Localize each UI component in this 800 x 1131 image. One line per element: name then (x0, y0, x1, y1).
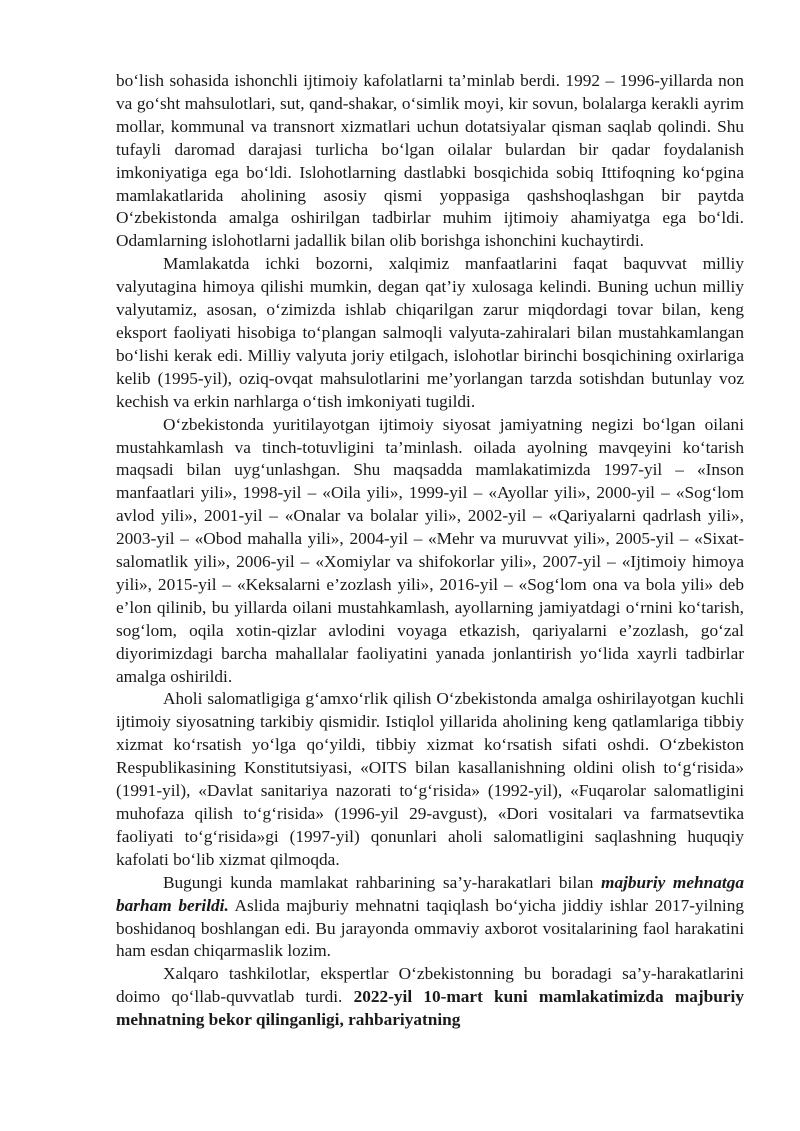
paragraph-3-text: O‘zbekistonda yuritilayotgan ijtimoiy siyosat jamiyatning negizi bo‘lgan oilani mustahkamlash va tinch-totuvligini ta’minlash. oilada ayolning mavqeyini ko‘tarish maqsadi bilan uyg‘unlashgan. Shu maqsadda mamlakatimizda 1997-yil – «Inson manfaatlari yili», 1998-yil – «Oila yili», 1999-yil – «Ayollar yili», 2000-yil – «Sog‘lom avlod yili», 2001-yil – «Onalar va bolalar yili», 2002-yil – «Qariyalarni qadrlash yili», 2003-yil – «Obod mahalla yili», 2004-yil – «Mehr va muruvvat yili», 2005-yil – «Sixat-salomatlik yili», 2006-yil – «Xomiylar va shifokorlar yili», 2007-yil – «Ijtimoiy himoya yili», 2015-yil – «Keksalarni e’zozlash yili», 2016-yil – «Sog‘lom ona va bola yili» deb e’lon qilinib, bu yillarda oilani mustahkamlash, ayollarning jamiyatdagi o‘rnini ko‘tarish, sog‘lom, oqila xotin-qizlar avlodini voyaga etkazish, qariyalarni e’zozlash, go‘zal diyorimizdagi barcha mahallalar faoliyatini yanada jonlantirish yo‘lida xayrli tadbirlar amalga oshirildi. (116, 414, 744, 686)
paragraph-5-text-start: Bugungi kunda mamlakat rahbarining sa’y-harakatlari bilan (163, 872, 602, 892)
paragraph-4-text: Aholi salomatligiga g‘amxo‘rlik qilish O‘zbekistonda amalga oshirilayotgan kuchli ijtimoiy siyosatning tarkibiy qismidir. Istiqlol yillarida aholining keng qatlamlariga tibbiy xizmat ko‘rsatish yo‘lga qo‘yildi, tibbiy xizmat ko‘rsatish sifati oshdi. O‘zbekiston Respublikasining Konstitutsiyasi, «OITS bilan kasallanishning oldini olish to‘g‘risida» (1991-yil), «Davlat sanitariya nazorati to‘g‘risida» (1992-yil), «Fuqarolar salomatligini muhofaza qilish to‘g‘risida» (1996-yil 29-avgust), «Dori vositalari va farmatsevtika faoliyati to‘g‘risida»gi (1997-yil) qonunlari aholi salomatligini saqlashning huquqiy kafolati bo‘lib xizmat qilmoqda. (116, 689, 744, 869)
paragraph-6 (116, 963, 744, 1032)
paragraph-3 (116, 414, 744, 689)
paragraph-5 (116, 872, 744, 964)
paragraph-1 (116, 70, 744, 253)
paragraph-6-bold-text: 2022-yil 10-mart kuni mamlakatimizda majburiy mehnatning bekor qilinganligi, rahbariyatning (116, 987, 744, 1030)
paragraph-2-text: Mamlakatda ichki bozorni, xalqimiz manfaatlarini faqat baquvvat milliy valyutagina himoya qilishi mumkin, degan qat’iy xulosaga kelindi. Buning uchun milliy valyutamiz, asosan, o‘zimizda ishlab chiqarilgan zarur miqdordagi tovar bilan, keng eksport faoliyati hisobiga to‘plangan salmoqli valyuta-zahiralari bilan mustahkamlangan bo‘lishi kerak edi. Milliy valyuta joriy etilgach, islohotlar birinchi bosqichining oxirlariga kelib (1995-yil), oziq-ovqat mahsulotlarini me’yorlangan tarzda sotishdan butunlay voz kechish va erkin narhlarga o‘tish imkoniyati tugildi. (116, 254, 744, 411)
paragraph-4 (116, 688, 744, 871)
paragraph-6-text-start: Xalqaro tashkilotlar, ekspertlar O‘zbekistonning bu boradagi sa’y-harakatlarini doimo qo‘llab-quvvatlab turdi. (116, 964, 744, 1007)
paragraph-5-text-end: Aslida majburiy mehnatni taqiqlash bo‘yicha jiddiy ishlar 2017-yilning boshidanoq boshlangan edi. Bu jarayonda ommaviy axborot vositalarining faol harakatini ham esdan chiqarmaslik lozim. (116, 895, 745, 961)
paragraph-2 (116, 253, 744, 413)
paragraph-5-emphasis: majburiy mehnatga barham berildi. (116, 872, 744, 915)
paragraph-1-text: bo‘lish sohasida ishonchli ijtimoiy kafolatlarni ta’minlab berdi. 1992 – 1996-yillarda non va go‘sht mahsulotlari, sut, qand-shakar, o‘simlik moyi, kir sovun, bolalarga kerakli ayrim mollar, kommunal va transnort xizmatlari uchun dotatsiyalar qisman saqlab qolindi. Shu tufayli daromad darajasi turlicha bo‘lgan oilalar bulardan bir qadar foydalanish imkoniyatiga ega bo‘ldi. Islohotlarning dastlabki bosqichida sobiq Ittifoqning ko‘pgina mamlakatlarida aholining asosiy qismi yoppasiga qashshoqlashgan bir paytda O‘zbekistonda amalga oshirilgan tadbirlar muhim ijtimoiy ahamiyatga ega bo‘ldi. Odamlarning islohotlarni jadallik bilan olib borishga ishonchini kuchaytirdi. (116, 71, 744, 251)
